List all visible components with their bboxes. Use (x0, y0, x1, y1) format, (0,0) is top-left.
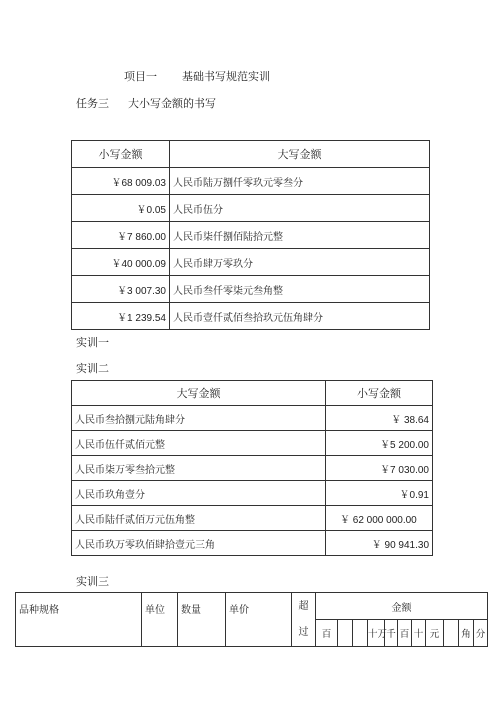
uppercase-amount: 人民币肆万零玖分 (170, 249, 430, 276)
project-label (124, 68, 270, 84)
table-row (72, 168, 430, 195)
lowercase-amount: ￥7 860.00 (72, 222, 170, 249)
lowercase-amount: ￥1 239.54 (72, 303, 170, 330)
table-row (72, 406, 433, 431)
uppercase-amount: 人民币陆万捌仟零玖元零叁分 (170, 168, 430, 195)
unit-price-header: 单价 (226, 593, 292, 647)
task-title: 大小写金额的书写 (128, 97, 216, 110)
uppercase-amount: 人民币玖万零玖佰肆拾壹元三角 (72, 531, 326, 556)
lowercase-amount: ￥0.91 (326, 481, 433, 506)
table-header-row (16, 593, 488, 620)
column-header: 小写金额 (326, 381, 433, 406)
invoice-table (15, 592, 488, 647)
lowercase-amount: ￥ 38.64 (326, 406, 433, 431)
digit-column (353, 620, 368, 647)
task-number: 任务三 (76, 97, 109, 110)
digit-column: 百 (398, 620, 412, 647)
uppercase-amount: 人民币叁拾捌元陆角肆分 (72, 406, 326, 431)
table-row (72, 222, 430, 249)
section-label-2: 实训二 (76, 362, 109, 375)
table-row (72, 531, 433, 556)
digit-column: 十 (412, 620, 426, 647)
table-row (72, 431, 433, 456)
digit-column: 千 (385, 620, 398, 647)
digit-column: 百 (316, 620, 338, 647)
digit-column: 角 (459, 620, 474, 647)
lowercase-amount: ￥0.05 (72, 195, 170, 222)
section-label-1: 实训一 (76, 336, 109, 349)
digit-column: 元 (426, 620, 444, 647)
unit-header: 单位 (142, 593, 178, 647)
lowercase-amount: ￥3 007.30 (72, 276, 170, 303)
project-title: 基础书写规范实训 (182, 70, 270, 83)
uppercase-amount: 人民币柒仟捌佰陆拾元整 (170, 222, 430, 249)
digit-column: 分 (474, 620, 488, 647)
over-header-text: 超过 (298, 600, 309, 638)
digit-column (444, 620, 459, 647)
uppercase-amount: 人民币伍仟贰佰元整 (72, 431, 326, 456)
uppercase-amount: 人民币壹仟贰佰叁拾玖元伍角肆分 (170, 303, 430, 330)
table-header-row (72, 141, 430, 168)
digit-column: 十万 (368, 620, 385, 647)
lowercase-amount: ￥5 200.00 (326, 431, 433, 456)
column-header: 大写金额 (170, 141, 430, 168)
uppercase-amount: 人民币陆仟贰佰万元伍角整 (72, 506, 326, 531)
section-label-3: 实训三 (76, 575, 109, 588)
table-row (72, 506, 433, 531)
uppercase-to-lowercase-table (71, 380, 433, 556)
item-spec-header: 品种规格 (16, 593, 142, 647)
lowercase-amount: ￥68 009.03 (72, 168, 170, 195)
digit-column (338, 620, 353, 647)
amount-header: 金额 (316, 593, 488, 620)
table-row (72, 456, 433, 481)
uppercase-amount: 人民币玖角壹分 (72, 481, 326, 506)
uppercase-amount: 人民币叁仟零柒元叁角整 (170, 276, 430, 303)
table-row (72, 195, 430, 222)
column-header: 大写金额 (72, 381, 326, 406)
uppercase-amount: 人民币伍分 (170, 195, 430, 222)
project-number: 项目一 (124, 70, 157, 83)
table-header-row (72, 381, 433, 406)
quantity-header: 数量 (178, 593, 226, 647)
uppercase-amount: 人民币柒万零叁拾元整 (72, 456, 326, 481)
lowercase-amount: ￥7 030.00 (326, 456, 433, 481)
column-header: 小写金额 (72, 141, 170, 168)
lowercase-amount: ￥ 90 941.30 (326, 531, 433, 556)
table-row (72, 303, 430, 330)
lowercase-amount: ￥40 000.09 (72, 249, 170, 276)
table-row (72, 481, 433, 506)
lowercase-to-uppercase-table (71, 140, 430, 330)
table-row (72, 249, 430, 276)
table-row (72, 276, 430, 303)
task-label (76, 95, 216, 111)
lowercase-amount: ￥ 62 000 000.00 (326, 506, 433, 531)
over-header (292, 593, 316, 647)
